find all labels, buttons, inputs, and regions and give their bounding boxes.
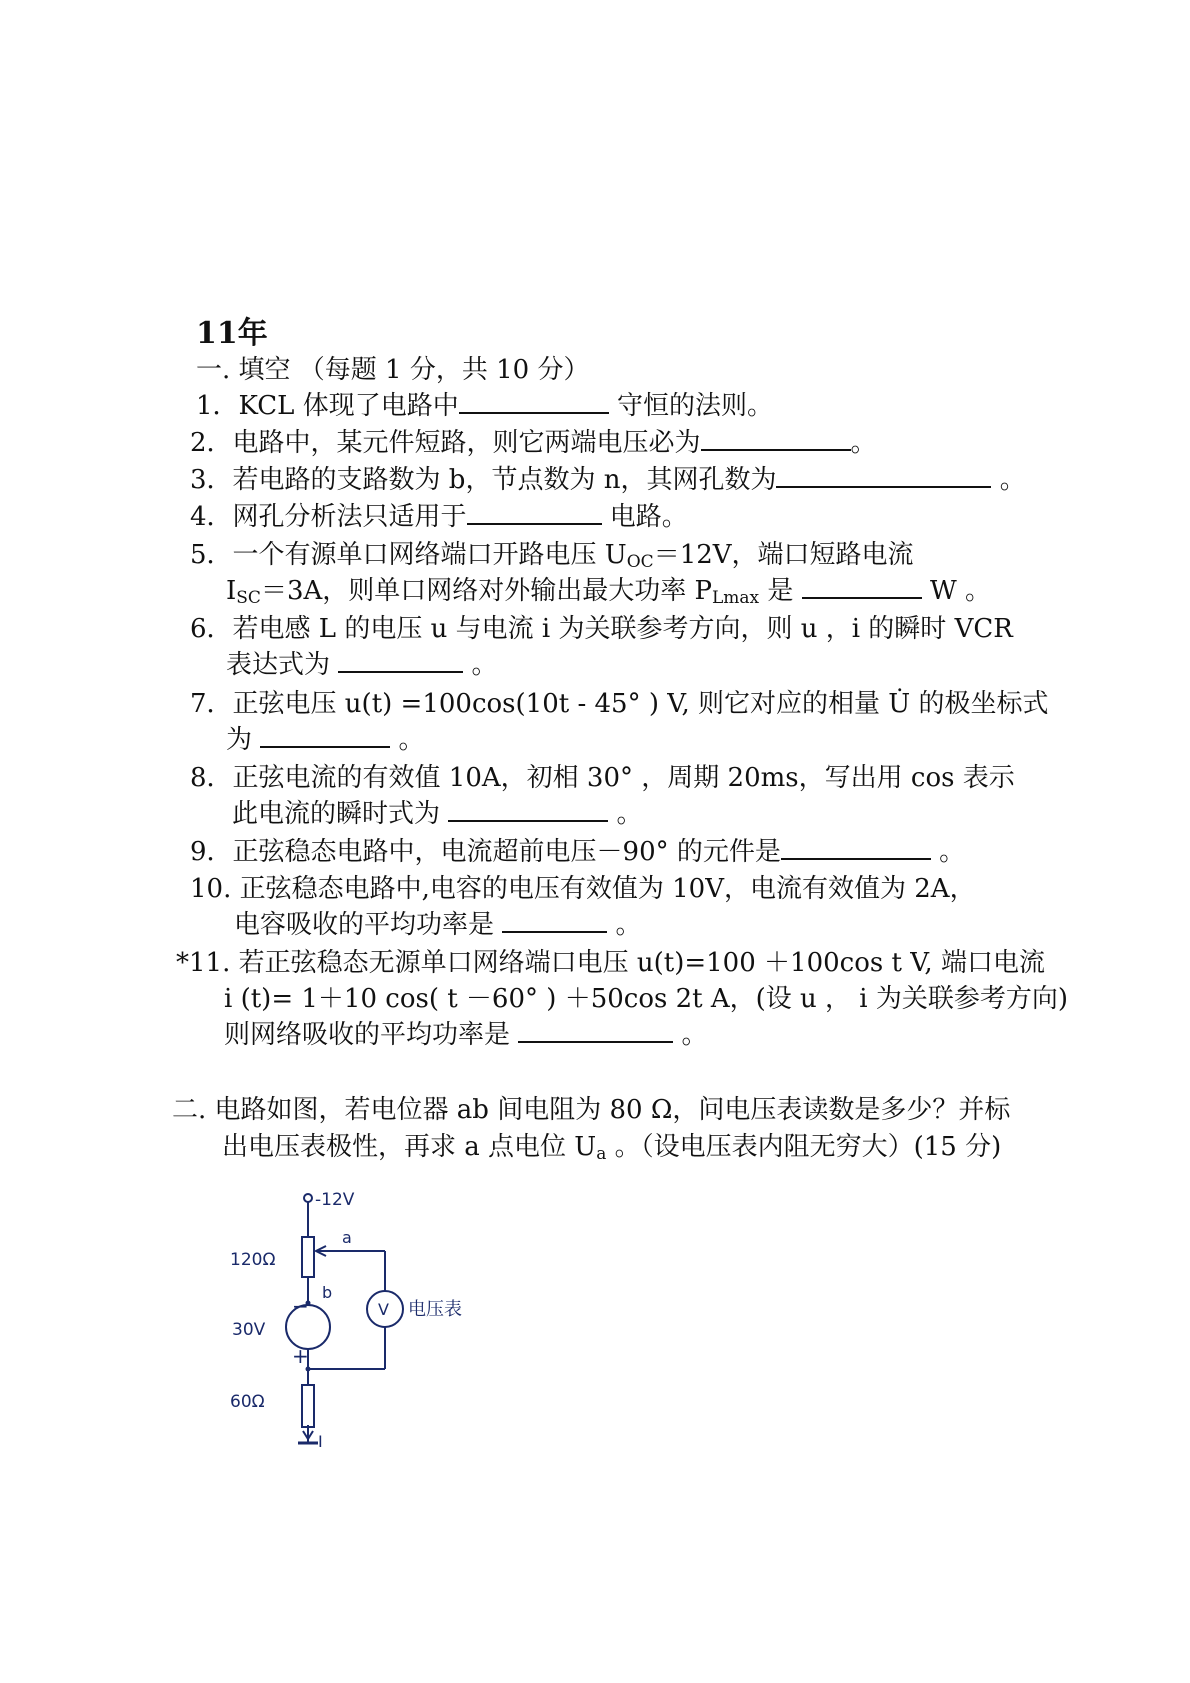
question-4: 4．网孔分析法只适用于 电路。: [190, 502, 688, 532]
voltmeter-label: 电压表: [408, 1299, 462, 1320]
question-1: 1．KCL 体现了电路中 守恒的法则。: [196, 391, 773, 421]
resistor-bottom-label: 60Ω: [230, 1392, 265, 1412]
question-9: 9．正弦稳态电路中，电流超前电压－90° 的元件是 。: [190, 837, 966, 867]
supply-terminal: [304, 1194, 312, 1202]
supply-label: -12V: [315, 1190, 355, 1210]
answer-blank[interactable]: [701, 427, 851, 451]
question-5-line-2: $I_{SC}=3A$，则单口网络对外输出最大功率 $P_{Lmax}$ 是 W 。: [226, 576, 991, 608]
answer-blank[interactable]: [781, 836, 931, 860]
resistor-120-ohm: [302, 1237, 314, 1277]
answer-blank[interactable]: [518, 1019, 673, 1043]
answer-blank[interactable]: [260, 724, 390, 748]
resistor-top-label: 120Ω: [230, 1250, 276, 1270]
section2-line-2: 出电压表极性，再求 a 点电位 $U_a$ 。（设电压表内阻无穷大）(15 分): [222, 1132, 1002, 1164]
question-6-line-1: 6．若电感 L 的电压 u 与电流 i 为关联参考方向，则 u ，i 的瞬时 VCR: [190, 614, 1013, 644]
source-label: 30V: [232, 1320, 266, 1340]
answer-blank[interactable]: [776, 464, 991, 488]
section1-title: 一. 填空 （每题 1 分，共 10 分）: [196, 355, 590, 385]
question-2: 2．电路中，某元件短路，则它两端电压必为 。: [190, 428, 877, 458]
question-11-line-3: 则网络吸收的平均功率是 。: [224, 1020, 708, 1050]
question-3: 3．若电路的支路数为 b，节点数为 n，其网孔数为 。: [190, 465, 1026, 495]
question-7-line-2: 为 。: [226, 725, 425, 755]
answer-blank[interactable]: [448, 798, 608, 822]
question-6-line-2: 表达式为 。: [226, 650, 498, 680]
year-heading: 11年: [196, 316, 268, 351]
question-10-line-1: 10. 正弦稳态电路中,电容的电压有效值为 10V，电流有效值为 2A，: [190, 874, 976, 904]
question-8-line-1: 8．正弦电流的有效值 10A，初相 30° ，周期 20ms，写出用 cos 表示: [190, 763, 1015, 793]
question-5-line-1: 5．一个有源单口网络端口开路电压 $U_{OC}=12V$，端口短路电流: [190, 540, 914, 572]
question-11-line-2: i (t)= 1＋10 cos( t －60° ) ＋50cos 2t A，(设 u ， i 为关联参考方向): [224, 984, 1069, 1014]
question-8-line-2: 此电流的瞬时式为 。: [232, 799, 643, 829]
current-label: I: [318, 1432, 323, 1451]
section2-line-1: 二. 电路如图，若电位器 ab 间电阻为 80 Ω，问电压表读数是多少？并标: [172, 1095, 1011, 1125]
node-a-label: a: [342, 1228, 352, 1247]
voltmeter-symbol: V: [378, 1300, 389, 1319]
circuit-diagram: [230, 1185, 510, 1475]
answer-blank[interactable]: [467, 501, 602, 525]
answer-blank[interactable]: [338, 649, 463, 673]
resistor-60-ohm: [302, 1385, 314, 1427]
question-7-line-1: 7．正弦电压 u(t) =100cos(10t - 45° ) V, 则它对应的相量 U̇ 的极坐标式: [190, 689, 1049, 719]
answer-blank[interactable]: [459, 390, 609, 414]
source-minus-sign: −: [292, 1294, 309, 1318]
node-b-label: b: [322, 1283, 333, 1302]
answer-blank[interactable]: [802, 575, 922, 599]
question-11-line-1: *11. 若正弦稳态无源单口网络端口电压 u(t)=100 ＋100cos t V, 端口电流: [176, 948, 1045, 978]
source-plus-sign: +: [292, 1344, 309, 1368]
question-10-line-2: 电容吸收的平均功率是 。: [234, 910, 642, 940]
answer-blank[interactable]: [502, 909, 607, 933]
